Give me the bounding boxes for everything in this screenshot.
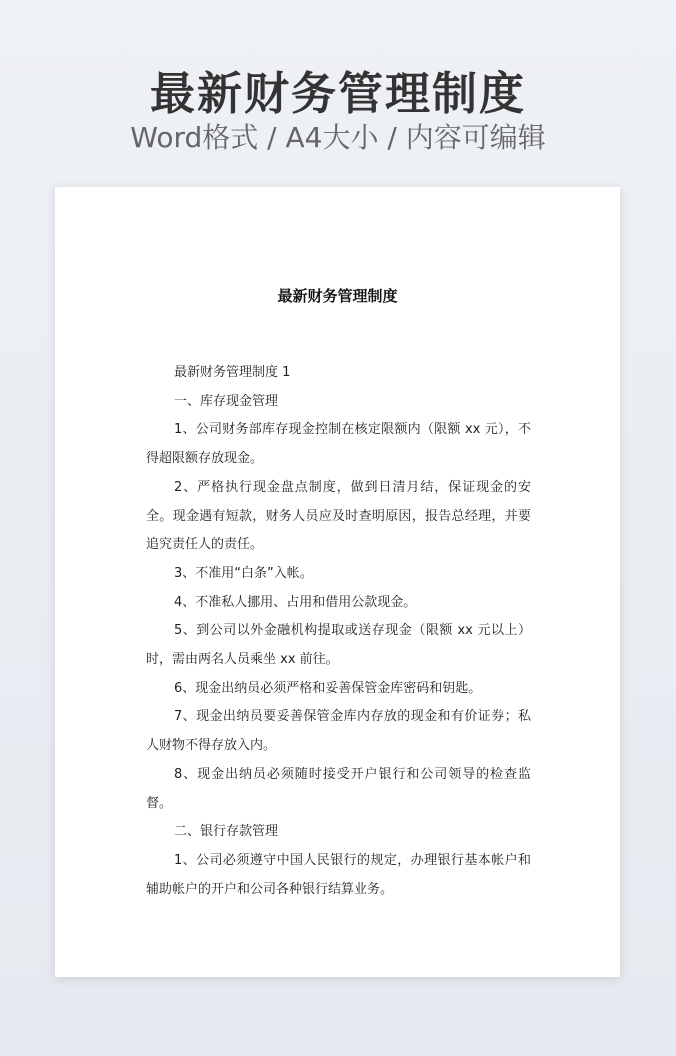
document-title: 最新财务管理制度 (277, 287, 398, 305)
doc-paragraph: 3、不准用“白条”入帐。 (174, 565, 313, 581)
doc-subheading: 最新财务管理制度 1 (174, 365, 291, 380)
doc-paragraph: 6、现金出纳员必须严格和妥善保管金库密码和钥匙。 (174, 680, 482, 696)
doc-paragraph: 8、现金出纳员必须随时接受开户银行和公司领导的检查监督。 (146, 766, 531, 811)
section-heading-cash: 一、库存现金管理 (174, 393, 279, 409)
document-body (146, 359, 531, 904)
doc-paragraph: 2、严格执行现金盘点制度，做到日清月结，保证现金的安全。现金遇有短款，财务人员应及时查明原因，报告总经理，并要追究责任人的责任。 (146, 479, 531, 553)
banner-subtitle: Word格式 / A4大小 / 内容可编辑 (130, 121, 546, 154)
doc-paragraph: 5、到公司以外金融机构提取或送存现金（限额 xx 元以上）时，需由两名人员乘坐 xx 前往。 (146, 623, 531, 668)
doc-paragraph: 7、现金出纳员要妥善保管金库内存放的现金和有价证券；私人财物不得存放入内。 (146, 709, 531, 754)
header-banner (0, 0, 676, 185)
doc-paragraph: 1、公司财务部库存现金控制在核定限额内（限额 xx 元），不得超限额存放现金。 (146, 422, 531, 467)
doc-paragraph: 4、不准私人挪用、占用和借用公款现金。 (174, 594, 417, 610)
document-page (55, 187, 620, 977)
section-heading-bank: 二、银行存款管理 (174, 824, 279, 840)
banner-title: 最新财务管理制度 (149, 67, 526, 120)
doc-paragraph: 1、公司必须遵守中国人民银行的规定，办理银行基本帐户和辅助帐户的开户和公司各种银行结算业务。 (146, 852, 531, 897)
